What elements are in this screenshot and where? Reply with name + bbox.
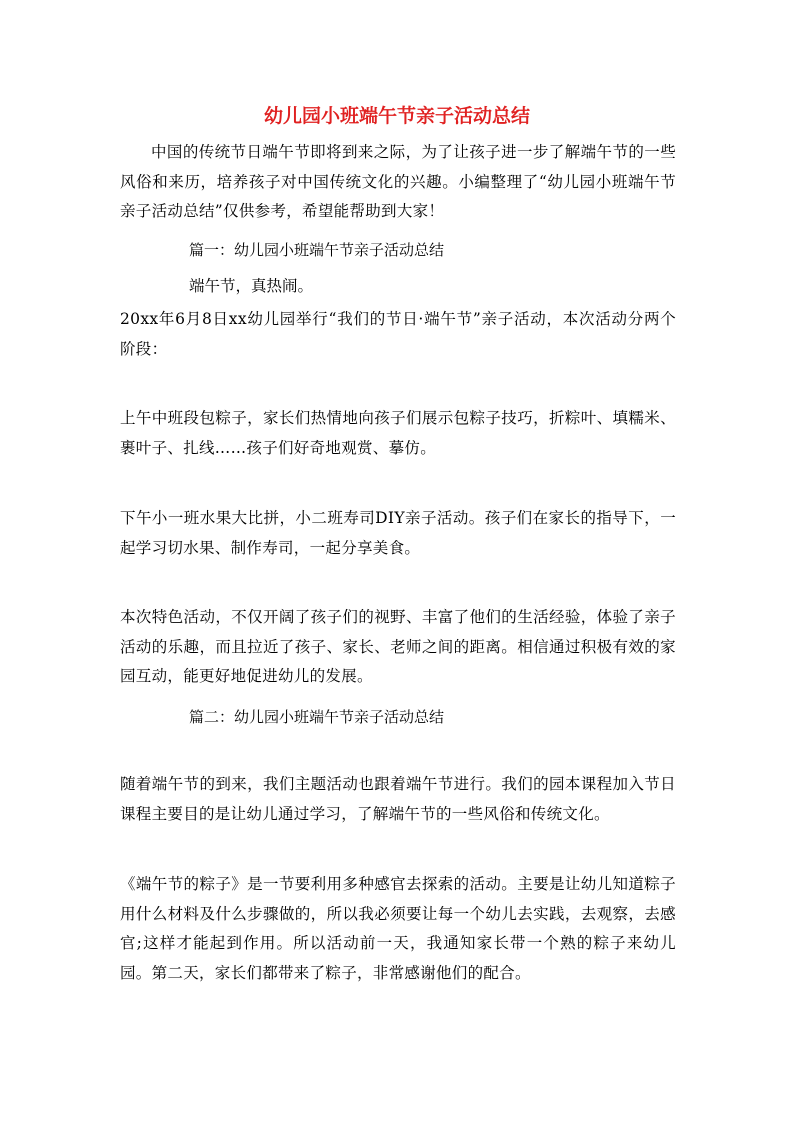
intro-paragraph: 中国的传统节日端午节即将到来之际，为了让孩子进一步了解端午节的一些风俗和来历，培养孩子对中国传统文化的兴趣。小编整理了“幼儿园小班端午节亲子活动总结”仅供参考，希望能帮助到大家！ xyxy=(120,143,676,220)
section1-paragraph-2: 上午中班段包粽子，家长们热情地向孩子们展示包粽子技巧，折粽叶、填糯米、裹叶子、扎线……孩子们好奇地观赏、摹仿。 xyxy=(120,409,676,457)
section1-heading: 篇一：幼儿园小班端午节亲子活动总结 xyxy=(189,241,445,259)
section2-paragraph-2: 《端午节的粽子》是一节要利用多种感官去探索的活动。主要是让幼儿知道粽子用什么材料及什么步骤做的，所以我必须要让每一个幼儿去实践，去观察，去感官;这样才能起到作用。所以活动前一天，我通知家长带一个熟的粽子来幼儿园。第二天，家长们都带来了粽子，非常感谢他们的配合。 xyxy=(120,875,676,982)
section1-subtitle: 端午节，真热闹。 xyxy=(189,277,314,295)
section2-paragraph-1: 随着端午节的到来，我们主题活动也跟着端午节进行。我们的园本课程加入节日课程主要目的是让幼儿通过学习，了解端午节的一些风俗和传统文化。 xyxy=(120,775,676,823)
section2-heading: 篇二：幼儿园小班端午节亲子活动总结 xyxy=(189,708,445,726)
section1-paragraph-1: 20xx年6月8日xx幼儿园举行“我们的节日·端午节”亲子活动，本次活动分两个阶段： xyxy=(120,310,676,358)
document-title: 幼儿园小班端午节亲子活动总结 xyxy=(263,105,530,127)
section1-paragraph-3: 下午小一班水果大比拼，小二班寿司DIY亲子活动。孩子们在家长的指导下，一起学习切水果、制作寿司，一起分享美食。 xyxy=(120,509,676,557)
section1-paragraph-4: 本次特色活动，不仅开阔了孩子们的视野、丰富了他们的生活经验，体验了亲子活动的乐趣，而且拉近了孩子、家长、老师之间的距离。相信通过积极有效的家园互动，能更好地促进幼儿的发展。 xyxy=(120,608,676,685)
